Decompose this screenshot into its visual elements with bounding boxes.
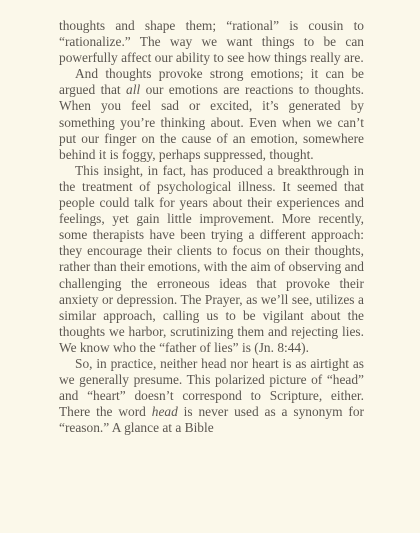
paragraph-2-text-a: And thoughts provoke strong emotions; it can be argued that bbox=[59, 66, 364, 98]
emphasis-all: all bbox=[126, 82, 141, 98]
paragraph-2 bbox=[59, 66, 364, 163]
paragraph-4-text-a: So, in practice, neither head nor heart is as airtight as we generally presume. This polarized picture of “head” and “heart” doesn’t correspond to Scripture, either. There the word bbox=[59, 355, 364, 420]
paragraph-1-text: thoughts and shape them; “rational” is cousin to “rationalize.” The way we want things to be can powerfully affect our ability to see how things really are. bbox=[59, 18, 364, 66]
paragraph-1 bbox=[59, 18, 364, 66]
book-page-text bbox=[59, 18, 364, 436]
emphasis-head: head bbox=[151, 404, 178, 420]
paragraph-3 bbox=[59, 163, 364, 356]
paragraph-4 bbox=[59, 356, 364, 436]
paragraph-4-text-b: is never used as a synonym for “reason.” A glance at a Bible bbox=[59, 404, 364, 436]
paragraph-2-text-b: our emotions are reactions to thoughts. When you feel sad or excited, it’s generated by something you’re thinking about. Even when we can’t put our finger on the cause of an emotion, somewhere behind it is foggy, perhaps suppressed, thought. bbox=[59, 82, 365, 162]
paragraph-3-text: This insight, in fact, has produced a breakthrough in the treatment of psychological illness. It seemed that people could talk for years about their experiences and feelings, yet gain little improvement. More recently, some therapists have been trying a different approach: they encourage their clients to focus on their thoughts, rather than their emotions, with the aim of observing and challenging the erroneous ideas that provoke their anxiety or depression. The Prayer, as we’ll see, utilizes a similar approach, calling us to be vigilant about the thoughts we harbor, scrutinizing them and rejecting lies. We know who the “father of lies” is (Jn. 8:44). bbox=[59, 162, 364, 355]
